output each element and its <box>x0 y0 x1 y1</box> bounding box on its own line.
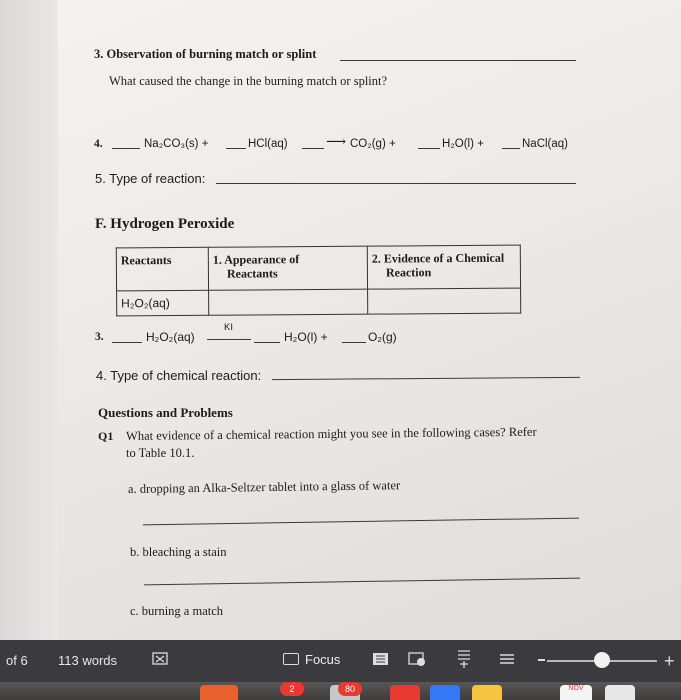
dock-app-icon[interactable] <box>605 685 635 700</box>
answer-line <box>340 60 576 61</box>
questions-title: Questions and Problems <box>98 405 233 420</box>
proofing-icon[interactable] <box>152 652 170 666</box>
q4-number: 4. <box>94 138 103 150</box>
zoom-in-icon[interactable]: + <box>664 651 675 671</box>
answer-line <box>302 148 324 149</box>
zoom-slider-thumb[interactable] <box>594 652 610 668</box>
dock-app-icon[interactable] <box>430 685 460 700</box>
answer-line <box>254 342 280 343</box>
focus-label: Focus <box>305 651 341 667</box>
word-count[interactable]: 113 words <box>58 653 118 668</box>
table-cell-reactant: H₂O₂(aq) <box>117 290 209 316</box>
dock-app-icon[interactable] <box>200 685 238 700</box>
q4-product-1: CO₂(g) + <box>350 138 396 150</box>
q1-text-continued: to Table 10.1. <box>126 446 195 460</box>
answer-line <box>502 148 520 149</box>
q4-product-3: NaCl(aq) <box>522 138 569 150</box>
f3-product-1: H₂O(l) + <box>284 330 328 344</box>
reaction-arrow-icon <box>207 339 251 340</box>
answer-line <box>342 342 366 343</box>
q3-prompt: What caused the change in the burning match or splint? <box>109 74 388 88</box>
answer-line <box>226 148 246 149</box>
hydrogen-peroxide-table <box>116 245 521 317</box>
section-f-title: F. Hydrogen Peroxide <box>95 216 235 232</box>
page-count[interactable]: of 6 <box>6 653 28 668</box>
web-layout-icon[interactable] <box>408 652 426 666</box>
focus-icon <box>283 653 299 665</box>
dock-badge: 80 <box>338 682 362 696</box>
answer-line <box>112 342 142 343</box>
f3-number: 3. <box>95 331 104 343</box>
table-cell-evidence <box>368 288 521 314</box>
zoom-out-icon[interactable] <box>538 659 545 661</box>
f3-catalyst: KI <box>224 322 233 333</box>
immersive-reader-icon[interactable] <box>455 649 473 669</box>
answer-line <box>112 148 140 149</box>
q5-label: 5. Type of reaction: <box>95 171 206 186</box>
table-header-appearance: 1. Appearance of Reactants <box>208 246 367 290</box>
f4-label: 4. Type of chemical reaction: <box>96 368 262 383</box>
dock-badge: 2 <box>280 682 304 696</box>
print-layout-icon[interactable] <box>372 652 390 666</box>
reaction-arrow-icon: ⟶ <box>326 135 347 150</box>
status-bar <box>0 640 681 682</box>
table-header-evidence: 2. Evidence of a Chemical Reaction <box>367 245 520 289</box>
page-shadow-edge <box>0 0 58 640</box>
q4-reactant-1: Na₂CO₃(s) + <box>144 138 209 150</box>
outline-icon[interactable] <box>498 652 516 666</box>
q4-reactant-2: HCl(aq) <box>248 138 288 150</box>
q1-part-a: a. dropping an Alka-Seltzer tablet into a glass of water <box>127 478 401 496</box>
dock <box>0 682 681 700</box>
table-cell-appearance <box>209 289 368 316</box>
q1-part-c: c. burning a match <box>130 604 224 618</box>
q4-product-2: H₂O(l) + <box>442 138 484 150</box>
focus-button[interactable] <box>277 648 346 670</box>
f3-reactant: H₂O₂(aq) <box>146 330 195 344</box>
answer-line <box>216 183 576 184</box>
dock-app-icon[interactable] <box>472 685 502 700</box>
q1-text: What evidence of a chemical reaction might you see in the following cases? Refer <box>125 424 537 443</box>
q1-part-b: b. bleaching a stain <box>130 545 227 559</box>
answer-line <box>144 578 580 586</box>
answer-line <box>143 518 579 526</box>
answer-line <box>272 377 580 380</box>
q3-observation: 3. Observation of burning match or splint <box>94 47 317 61</box>
calendar-icon[interactable]: NOV <box>560 685 592 700</box>
dock-app-icon[interactable] <box>390 685 420 700</box>
q1-number: Q1 <box>98 429 114 443</box>
f3-product-2: O₂(g) <box>368 330 397 344</box>
answer-line <box>418 148 440 149</box>
table-header-reactants: Reactants <box>116 247 208 291</box>
